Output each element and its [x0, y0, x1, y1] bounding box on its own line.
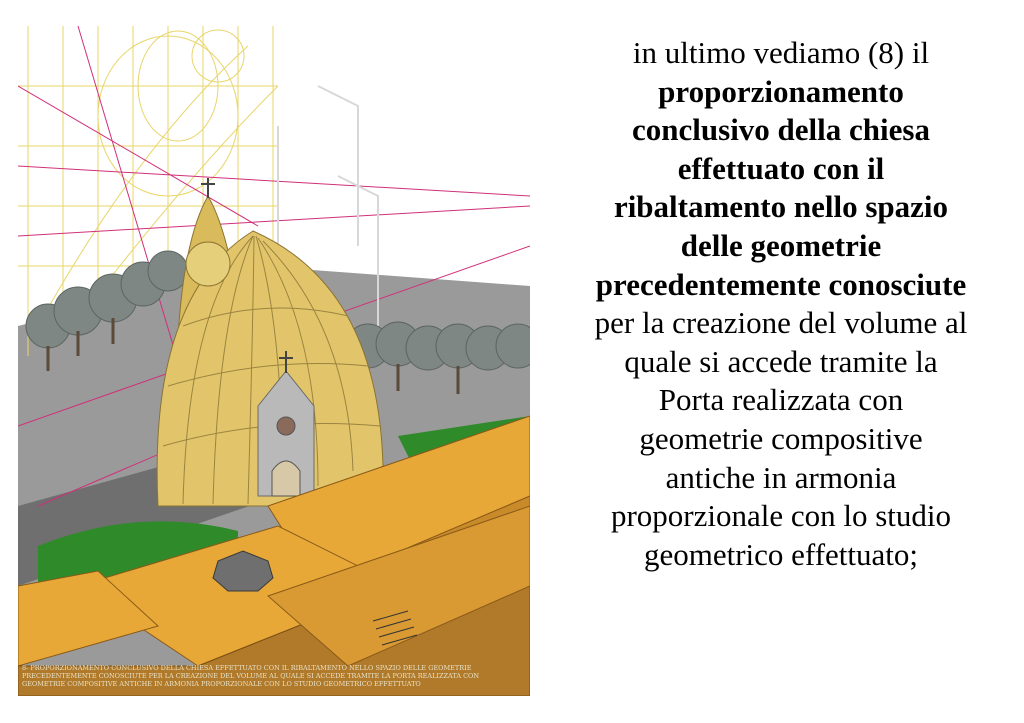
rose-window: [277, 417, 295, 435]
drawing-caption-line: 8- PROPORZIONAMENTO CONCLUSIVO DELLA CHIESA EFFETTUATO CON IL RIBALTAMENTO NELLO SPAZIO DELLE GEOMETRIE: [22, 664, 472, 672]
text-line-bold: conclusivo della chiesa: [632, 112, 930, 148]
text-line-bold: ribaltamento nello spazio: [613, 189, 949, 225]
text-line: geometrie compositive: [639, 420, 923, 456]
text-line: proporzionale con lo studio: [610, 498, 952, 534]
drawing-caption-line: PRECEDENTEMENTE CONOSCIUTE PER LA CREAZIONE DEL VOLUME AL QUALE SI ACCEDE TRAMITE LA PORTA REALIZZATA CON: [22, 672, 480, 680]
text-line: antiche in armonia: [665, 459, 897, 495]
drawing-caption: [18, 662, 530, 696]
text-line-bold: effettuato con il: [677, 150, 885, 186]
drawing-caption-line: GEOMETRIE COMPOSITIVE ANTICHE IN ARMONIA PROPORZIONALE CON LO STUDIO GEOMETRICO EFFETTUATO: [22, 680, 421, 688]
text-line: quale si accede tramite la: [624, 343, 938, 379]
text-line: geometrico effettuato;: [643, 536, 918, 572]
description-text: [548, 34, 1014, 574]
text-line-bold: delle geometrie: [680, 227, 882, 263]
church-rendering: [18, 26, 530, 696]
text-line: per la creazione del volume al: [594, 305, 968, 341]
portal: [272, 461, 300, 496]
text-line: in ultimo vediamo (8) il: [632, 35, 930, 70]
lantern-sphere: [186, 242, 230, 286]
text-line-bold: precedentemente conosciute: [595, 266, 967, 302]
church-render-svg: [18, 26, 530, 696]
text-line: Porta realizzata con: [658, 382, 904, 418]
text-line-bold: proporzionamento: [658, 73, 904, 109]
